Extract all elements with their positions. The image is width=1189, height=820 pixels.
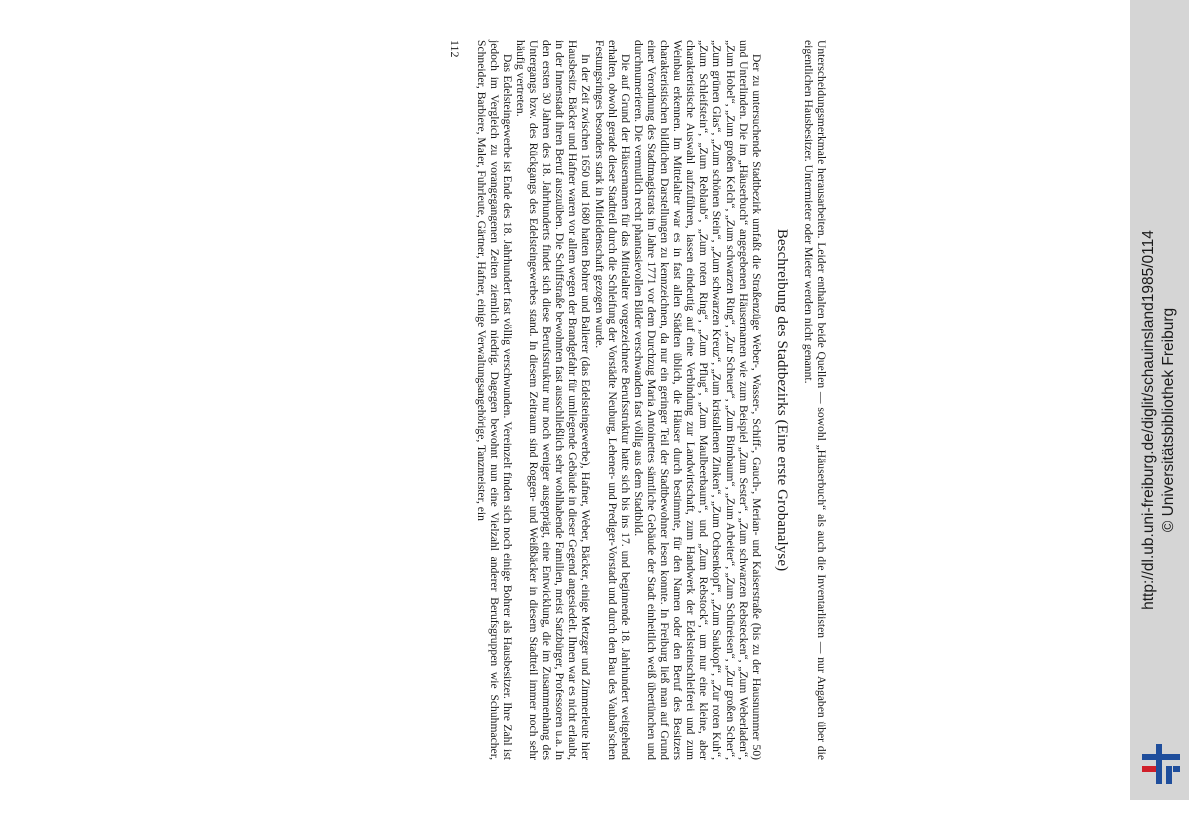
- viewer-sidebar: [1130, 0, 1189, 800]
- body-paragraph-4: Das Edelsteingewerbe ist Ende des 18. Jahrhundert fast völlig verschwunden. Vereinzelt finden sich noch einige Bohrer als Hausbesitzer. Ihre Zahl ist jedoch im Vergleich zu vorangegangenen Zeiten ziemlich niedrig. Dagegen bewohnt nun eine Vielzahl anderer Berufsgruppen wie Schuhmacher, Schneider, Barbiere, Maler, Fuhrleute, Gärtner, Hafner, einige Verwaltungsangehörige, Tanzmeister, ein: [474, 40, 514, 760]
- ub-freiburg-logo-icon: [1142, 744, 1180, 784]
- intro-paragraph: Unterscheidungsmerkmale herausarbeiten. Leider enthalten beide Quellen — sowohl „Häuserbuch“ als auch die Inventarlisten — nur Angaben über die eigentlichen Hausbesitzer. Untermieter oder Mieter werden nicht genannt.: [801, 40, 828, 760]
- source-url-link[interactable]: http://dl.ub.uni-freiburg.de/diglit/schauinsland1985/0114: [1140, 230, 1157, 610]
- body-paragraph-1: Der zu untersuchende Stadtbezirk umfaßt die Straßenzüge Weber-, Wasser-, Schiff-, Gauch-, Merian- und Kaiserstraße (bis zu der Hausnummer 50) und Unterlinden. Die im „Häuserbuch“ angegebenen Häusernamen wie zum Beispiel „Zum Sester“, „Zum schwarzen Rebstecken“, „Zum Weberladen“, „Zum Hobel“, „Zum großen Kelch“, „Zum schwarzen Ring“, „Zur Scheuer“, „Zum Birnbaum“, „Zum Arbeiter“, „Zum Schüreisen“, „Zur großen Scher“, „Zum grünen Glas“, „Zum schönen Stein“, „Zum schwarzen Kreuz“, „Zum kristallenen Zinken“, „Zum Ochsenkopf“, „Zum Saukopf“, „Zur roten Kuh“, „Zum Schleifstein“, „Zum Reblaub“, „Zum roten Ring“, „Zum Pflug“, „Zum Maulbeerbaum“, und „Zum Rebstock“, um nur eine kleine, aber charakteristische Auswahl aufzuführen, lassen eindeutig auf eine Verbindung zur Landwirtschaft, zum Handwerk der Edelsteinschleiferei und zum Weinbau erkennen. Im Mittelalter war es in fast allen Städten üblich, die Häuser durch bestimmte, für den Namen oder den Beruf des Besitzers charakteristischen bildlichen Darstellungen zu kennzeichnen, da nur ein geringer Teil der Stadtbewohner lesen konnte. In Freiburg ließ man auf Grund einer Verordnung des Stadtmagistrats im Jahre 1771 vor dem Durchzug Maria Antoinettes sämtliche Gebäude der Stadt einheitlich weiß übertünchen und durchnumerieren. Die vermutlich recht phantasievollen Bilder verschwanden fast völlig aus dem Stadtbild.: [631, 40, 763, 760]
- page-number: 112: [447, 40, 462, 58]
- copyright-notice: © Universitätsbibliothek Freiburg: [1160, 307, 1177, 533]
- sidebar-caption: [1139, 20, 1179, 820]
- body-paragraph-2: Die auf Grund der Häusernamen für das Mittelalter vorgezeichnete Berufsstruktur hatte sich bis ins 17. und beginnende 18. Jahrhundert weitgehend erhalten, obwohl gerade dieser Stadtteil durch die Schleifung der Vorstädte Neuburg, Lehener- und Prediger-Vorstadt und durch den Bau des Vauban'schen Festungsringes besonders stark in Mitleidenschaft gezogen wurde.: [592, 40, 632, 760]
- section-heading: Beschreibung des Stadtbezirks (Eine erste Grobanalyse): [773, 228, 790, 572]
- rotated-text-block: [308, 40, 828, 760]
- body-paragraph-3: In der Zeit zwischen 1650 und 1680 hatten Bohrer und Balierer (das Edelsteingewerbe), Hafner, Weber, Bäcker, einige Metzger und Zimmerleute hier Hausbesitz. Bäcker und Hafner waren vor allem wegen der Brandgefahr für umliegende Gebäude in dieser Gegend angesiedelt. Ihnen war es nicht erlaubt, in der Innenstadt ihren Beruf auszuüben. Die Schiffstraße bewohnten fast ausschließlich sehr wohlhabende Familien, meist Satzbürger, Professoren u.a. In den ersten 30 Jahren des 18. Jahrhunderts findet sich diese Berufsstruktur nur noch weniger ausgeprägt, eine Entwicklung, die im Zusammenhang des Untergangs bzw. des Rückgangs des Edelsteingewerbes stand. In diesem Zeitraum sind Roggen- und Weißbäcker in diesem Stadtteil immer noch sehr häufig vertreten.: [514, 40, 593, 760]
